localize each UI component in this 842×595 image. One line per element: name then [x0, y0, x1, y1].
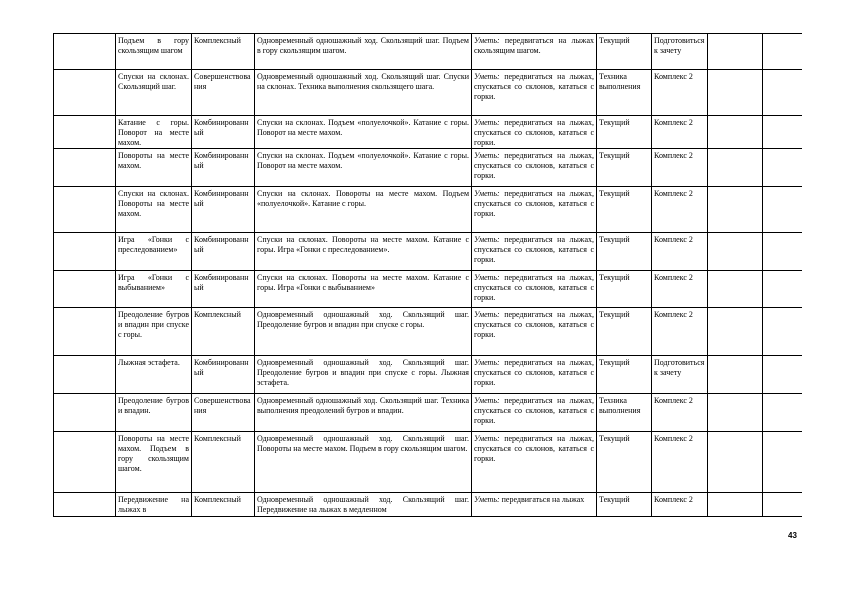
empty-cell [708, 493, 763, 517]
content-cell [255, 233, 472, 271]
skills-label: Уметь: [474, 495, 500, 504]
empty-cell [54, 432, 116, 493]
empty-cell [763, 116, 803, 149]
topic-cell [116, 70, 192, 116]
lesson-type-cell [192, 271, 255, 308]
homework-cell [652, 394, 708, 432]
content-cell [255, 493, 472, 517]
skills-cell [472, 233, 597, 271]
control-text: Текущий [599, 273, 630, 282]
skills-label: Уметь: [474, 189, 500, 198]
lesson-type-text: Комплексный [194, 310, 241, 319]
content-text: Одновременный одношажный ход. Скользящий шаг. Техника выполнения преодолений бугров и впадин. [257, 396, 469, 415]
topic-cell [116, 308, 192, 356]
content-text: Одновременный одношажный ход. Скользящий шаг. Спуски на склонах. Техника выполнения скользящего шага. [257, 72, 469, 91]
table-row [54, 493, 803, 517]
empty-cell [763, 308, 803, 356]
topic-text: Игра «Гонки с преследованием» [118, 235, 189, 254]
topic-cell [116, 356, 192, 394]
empty-cell [708, 116, 763, 149]
content-cell [255, 356, 472, 394]
skills-text: передвигаться на лыжах скользящим шагом. [474, 36, 595, 55]
content-cell [255, 34, 472, 70]
topic-text: Лыжная эстафета. [118, 358, 180, 367]
topic-cell [116, 233, 192, 271]
lesson-type-cell [192, 308, 255, 356]
lesson-type-text: Комбинированный [194, 151, 249, 170]
empty-cell [763, 70, 803, 116]
table-row [54, 70, 803, 116]
content-cell [255, 271, 472, 308]
skills-text: передвигаться на лыжах, спускаться со склонов, кататься с горки. [474, 358, 594, 387]
empty-cell [54, 271, 116, 308]
homework-text: Комплекс 2 [654, 235, 693, 244]
lesson-type-cell [192, 149, 255, 187]
homework-cell [652, 70, 708, 116]
topic-text: Игра «Гонки с выбыванием» [118, 273, 189, 292]
lesson-type-text: Комплексный [194, 434, 241, 443]
homework-text: Комплекс 2 [654, 396, 693, 405]
control-text: Текущий [599, 310, 630, 319]
topic-text: Повороты на месте махом. [118, 151, 189, 170]
topic-text: Спуски на склонах. Повороты на месте махом. [118, 189, 189, 218]
content-cell [255, 70, 472, 116]
lesson-type-text: Комбинированный [194, 358, 249, 377]
control-cell [597, 308, 652, 356]
skills-label: Уметь: [474, 36, 500, 45]
table-row [54, 432, 803, 493]
lesson-type-cell [192, 116, 255, 149]
topic-text: Катание с горы. Поворот на месте махом. [118, 118, 189, 147]
empty-cell [708, 233, 763, 271]
lesson-type-text: Комбинированный [194, 189, 249, 208]
lesson-type-text: Комплексный [194, 495, 241, 504]
empty-cell [763, 271, 803, 308]
control-text: Текущий [599, 151, 630, 160]
skills-text: передвигаться на лыжах, спускаться со склонов, кататься с горки. [474, 151, 594, 180]
table-row [54, 394, 803, 432]
skills-cell [472, 187, 597, 233]
control-cell [597, 70, 652, 116]
control-text: Текущий [599, 434, 630, 443]
lesson-type-text: Комбинированный [194, 235, 249, 254]
control-cell [597, 493, 652, 517]
control-text: Текущий [599, 118, 630, 127]
content-text: Спуски на склонах. Подъем «полуелочкой». Катание с горы. Поворот на месте махом. [257, 151, 469, 170]
skills-text: передвигаться на лыжах, спускаться со склонов, кататься с горки. [474, 273, 594, 302]
homework-cell [652, 271, 708, 308]
empty-cell [54, 233, 116, 271]
control-text: Текущий [599, 189, 630, 198]
content-text: Одновременный одношажный ход. Скользящий шаг. Преодоление бугров и впадин при спуске с горы. [257, 310, 469, 329]
content-text: Одновременный одношажный ход. Скользящий шаг. Повороты на месте махом. Подъем в гору скользящим шагом. [257, 434, 469, 453]
skills-cell [472, 70, 597, 116]
topic-text: Повороты на месте махом. Подъем в гору скользящим шагом. [118, 434, 189, 473]
topic-cell [116, 149, 192, 187]
content-text: Одновременный одношажный ход. Скользящий шаг. Преодоление бугров и впадин при спуске с горы. Лыжная эстафета. [257, 358, 469, 387]
empty-cell [708, 70, 763, 116]
control-cell [597, 394, 652, 432]
topic-cell [116, 34, 192, 70]
empty-cell [763, 233, 803, 271]
homework-text: Комплекс 2 [654, 151, 693, 160]
topic-text: Преодоление бугров и впадин. [118, 396, 189, 415]
empty-cell [763, 493, 803, 517]
empty-cell [54, 149, 116, 187]
table-row [54, 271, 803, 308]
empty-cell [708, 394, 763, 432]
homework-text: Комплекс 2 [654, 72, 693, 81]
lesson-type-cell [192, 493, 255, 517]
topic-cell [116, 432, 192, 493]
skills-cell [472, 116, 597, 149]
content-cell [255, 432, 472, 493]
table-row [54, 356, 803, 394]
topic-cell [116, 493, 192, 517]
control-cell [597, 116, 652, 149]
lesson-type-cell [192, 233, 255, 271]
skills-text: передвигаться на лыжах, спускаться со склонов, кататься с горки. [474, 434, 594, 463]
homework-text: Комплекс 2 [654, 434, 693, 443]
topic-cell [116, 187, 192, 233]
empty-cell [54, 187, 116, 233]
empty-cell [708, 34, 763, 70]
skills-text: передвигаться на лыжах, спускаться со склонов, кататься с горки. [474, 310, 594, 339]
lesson-type-text: Совершенствования [194, 72, 251, 91]
content-text: Спуски на склонах. Подъем «полуелочкой». Катание с горы. Поворот на месте махом. [257, 118, 469, 137]
table-row [54, 116, 803, 149]
control-cell [597, 356, 652, 394]
homework-cell [652, 493, 708, 517]
content-cell [255, 394, 472, 432]
empty-cell [763, 356, 803, 394]
lesson-type-cell [192, 356, 255, 394]
empty-cell [708, 432, 763, 493]
homework-cell [652, 149, 708, 187]
control-cell [597, 233, 652, 271]
control-text: Техника выполнения [599, 72, 641, 91]
content-cell [255, 187, 472, 233]
empty-cell [54, 34, 116, 70]
skills-cell [472, 493, 597, 517]
empty-cell [54, 308, 116, 356]
content-cell [255, 308, 472, 356]
empty-cell [763, 187, 803, 233]
lesson-type-cell [192, 34, 255, 70]
homework-cell [652, 187, 708, 233]
homework-text: Комплекс 2 [654, 273, 693, 282]
control-cell [597, 149, 652, 187]
page-number: 43 [788, 531, 797, 540]
skills-label: Уметь: [474, 434, 500, 443]
homework-text: Подготовиться к зачету [654, 358, 705, 377]
lesson-plan-table [53, 33, 802, 517]
skills-cell [472, 149, 597, 187]
lesson-type-cell [192, 187, 255, 233]
content-text: Одновременный одношажный ход. Скользящий шаг. Подъем в гору скользящим шагом. [257, 36, 469, 55]
empty-cell [708, 149, 763, 187]
content-text: Одновременный одношажный ход. Скользящий шаг. Передвижение на лыжах в медленном [257, 495, 469, 514]
table-row [54, 187, 803, 233]
lesson-type-cell [192, 432, 255, 493]
skills-label: Уметь: [474, 310, 500, 319]
homework-cell [652, 116, 708, 149]
control-cell [597, 187, 652, 233]
control-text: Текущий [599, 235, 630, 244]
content-text: Спуски на склонах. Повороты на месте махом. Катание с горы. Игра «Гонки с преследованием». [257, 235, 469, 254]
empty-cell [54, 70, 116, 116]
topic-text: Передвижение на лыжах в [118, 495, 189, 514]
homework-cell [652, 233, 708, 271]
topic-cell [116, 394, 192, 432]
control-text: Текущий [599, 36, 630, 45]
topic-text: Подъем в гору скользящим шагом [118, 36, 189, 55]
skills-text: передвигаться на лыжах, спускаться со склонов, кататься с горки. [474, 235, 594, 264]
skills-cell [472, 394, 597, 432]
lesson-type-cell [192, 70, 255, 116]
control-text: Текущий [599, 495, 630, 504]
table-row [54, 233, 803, 271]
control-cell [597, 432, 652, 493]
skills-cell [472, 432, 597, 493]
skills-cell [472, 308, 597, 356]
skills-text: передвигаться на лыжах, спускаться со склонов, кататься с горки. [474, 72, 594, 101]
homework-cell [652, 432, 708, 493]
skills-label: Уметь: [474, 151, 500, 160]
table-row [54, 34, 803, 70]
control-text: Текущий [599, 358, 630, 367]
homework-text: Комплекс 2 [654, 118, 693, 127]
control-cell [597, 271, 652, 308]
content-text: Спуски на склонах. Повороты на месте махом. Катание с горы. Игра «Гонки с выбыванием» [257, 273, 469, 292]
empty-cell [54, 356, 116, 394]
empty-cell [708, 308, 763, 356]
topic-cell [116, 271, 192, 308]
homework-text: Комплекс 2 [654, 495, 693, 504]
control-text: Техника выполнения [599, 396, 641, 415]
empty-cell [763, 149, 803, 187]
homework-text: Подготовиться к зачету [654, 36, 705, 55]
table-row [54, 149, 803, 187]
topic-cell [116, 116, 192, 149]
empty-cell [763, 432, 803, 493]
skills-text: передвигаться на лыжах [501, 495, 585, 504]
skills-label: Уметь: [474, 273, 500, 282]
skills-label: Уметь: [474, 235, 500, 244]
skills-text: передвигаться на лыжах, спускаться со склонов, кататься с горки. [474, 189, 594, 218]
content-text: Спуски на склонах. Повороты на месте махом. Подъем «полуелочкой». Катание с горы. [257, 189, 469, 208]
homework-text: Комплекс 2 [654, 310, 693, 319]
table-row [54, 308, 803, 356]
empty-cell [763, 34, 803, 70]
skills-cell [472, 356, 597, 394]
lesson-type-text: Комплексный [194, 36, 241, 45]
empty-cell [54, 116, 116, 149]
skills-cell [472, 271, 597, 308]
lesson-type-text: Совершенствования [194, 396, 251, 415]
lesson-type-cell [192, 394, 255, 432]
topic-text: Спуски на склонах. Скользящий шаг. [118, 72, 189, 91]
skills-text: передвигаться на лыжах, спускаться со склонов, кататься с горки. [474, 118, 594, 147]
content-cell [255, 149, 472, 187]
skills-label: Уметь: [474, 118, 500, 127]
empty-cell [54, 493, 116, 517]
lesson-type-text: Комбинированный [194, 273, 249, 292]
homework-cell [652, 356, 708, 394]
skills-label: Уметь: [474, 358, 500, 367]
homework-cell [652, 308, 708, 356]
control-cell [597, 34, 652, 70]
skills-text: передвигаться на лыжах, спускаться со склонов, кататься с горки. [474, 396, 594, 425]
homework-text: Комплекс 2 [654, 189, 693, 198]
empty-cell [708, 187, 763, 233]
skills-label: Уметь: [474, 72, 500, 81]
empty-cell [708, 271, 763, 308]
empty-cell [54, 394, 116, 432]
homework-cell [652, 34, 708, 70]
lesson-type-text: Комбинированный [194, 118, 249, 137]
skills-label: Уметь: [474, 396, 500, 405]
content-cell [255, 116, 472, 149]
topic-text: Преодоление бугров и впадин при спуске с горы. [118, 310, 189, 339]
lesson-plan-page [53, 33, 802, 528]
empty-cell [708, 356, 763, 394]
empty-cell [763, 394, 803, 432]
skills-cell [472, 34, 597, 70]
